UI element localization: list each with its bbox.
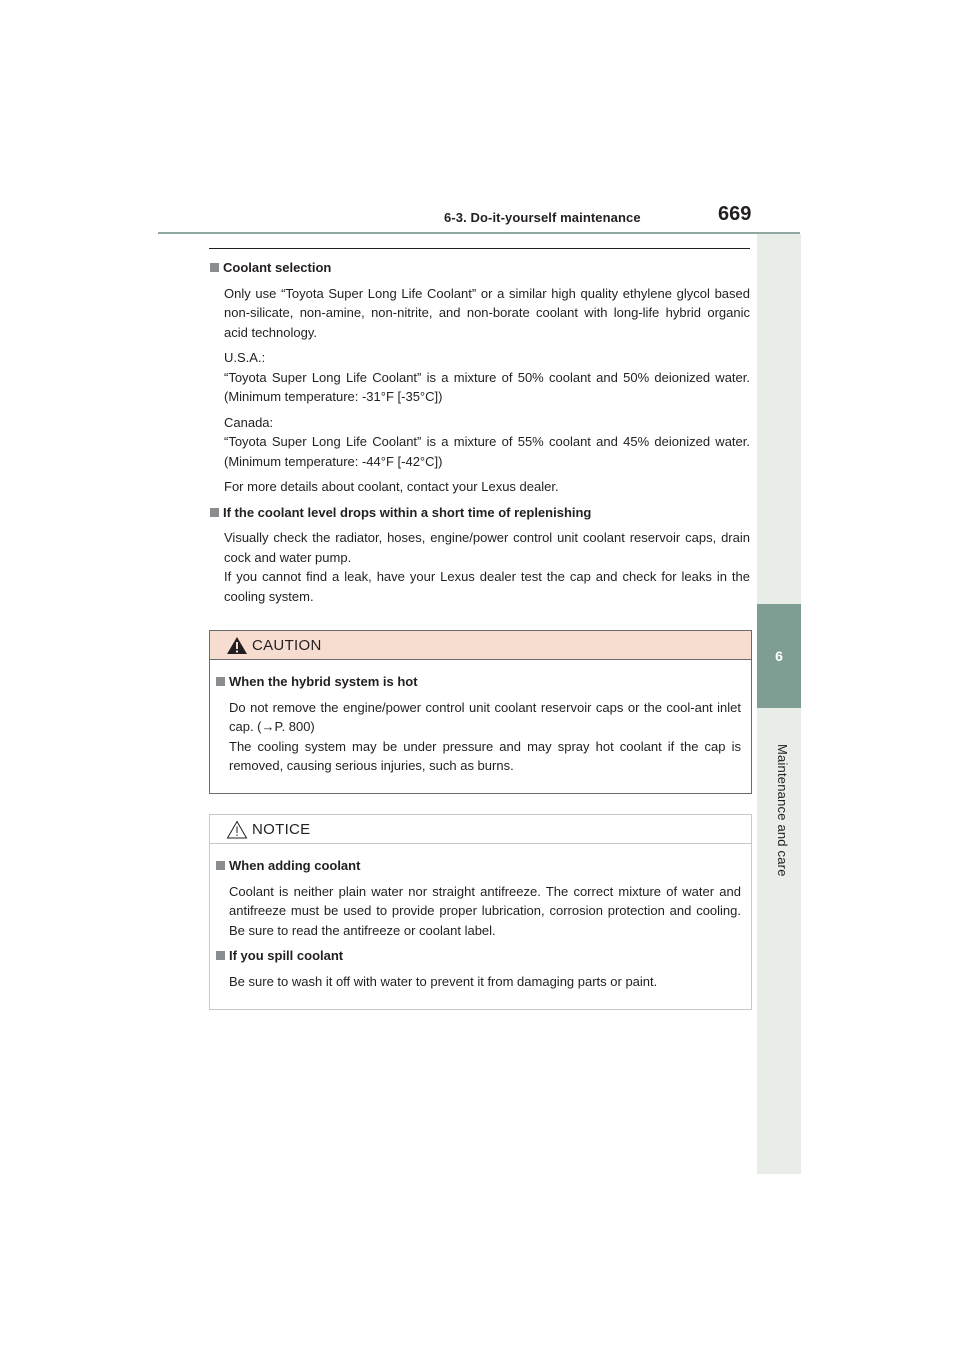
square-bullet-icon xyxy=(210,508,219,517)
caution-text-1: Do not remove the engine/power control unit coolant reservoir caps or the cool-ant inlet cap. (→P. 800) xyxy=(229,699,741,734)
level-drops-text-2: If you cannot find a leak, have your Lexus dealer test the cap and check for leaks in the cooling system. xyxy=(224,569,750,604)
section-title: 6-3. Do-it-yourself maintenance xyxy=(444,210,641,225)
warning-triangle-icon xyxy=(226,636,248,655)
notice-box xyxy=(209,814,752,1010)
notice-body xyxy=(210,844,751,991)
coolant-selection-body xyxy=(224,284,750,497)
caution-text-2: The cooling system may be under pressure and may spray hot coolant if the cap is removed, causing serious injuries, such as burns. xyxy=(229,738,741,773)
coolant-selection-heading: Coolant selection xyxy=(210,258,750,278)
page-number: 669 xyxy=(718,203,752,225)
notice-header xyxy=(210,815,751,844)
level-drops-body xyxy=(224,528,750,606)
warning-outline-icon xyxy=(226,820,248,839)
square-bullet-icon xyxy=(210,263,219,272)
content-rule xyxy=(209,248,750,249)
caution-box xyxy=(209,630,752,794)
chapter-number: 6 xyxy=(757,604,801,708)
caution-heading: When the hybrid system is hot xyxy=(216,672,741,692)
usa-text: “Toyota Super Long Life Coolant” is a mixture of 50% coolant and 50% deionized water. (Minimum temperature: -31°F [-35°C]) xyxy=(224,369,750,404)
usa-label: U.S.A.: xyxy=(224,350,266,365)
caution-title: CAUTION xyxy=(252,637,322,654)
caution-body xyxy=(210,660,751,776)
canada-text: “Toyota Super Long Life Coolant” is a mixture of 55% coolant and 45% deionized water. (Minimum temperature: -44°F [-42°C]) xyxy=(224,434,750,469)
level-drops-text-1: Visually check the radiator, hoses, engine/power control unit coolant reservoir caps, drain cock and water pump. xyxy=(224,530,750,565)
square-bullet-icon xyxy=(216,677,225,686)
square-bullet-icon xyxy=(216,861,225,870)
spill-coolant-heading: If you spill coolant xyxy=(216,946,741,966)
level-drops-heading: If the coolant level drops within a short time of replenishing xyxy=(210,503,750,523)
canada-label: Canada: xyxy=(224,414,274,430)
main-content xyxy=(210,258,750,612)
notice-title: NOTICE xyxy=(252,821,311,838)
dealer-text: For more details about coolant, contact your Lexus dealer. xyxy=(224,479,559,494)
spill-coolant-text: Be sure to wash it off with water to prevent it from damaging parts or paint. xyxy=(229,973,658,989)
chapter-label: Maintenance and care xyxy=(775,744,790,877)
caution-header xyxy=(210,631,751,660)
coolant-selection-text: Only use “Toyota Super Long Life Coolant” or a similar high quality ethylene glycol based non-silicate, non-amine, non-nitrite, and non-borate coolant with long-life hybrid organic acid technology. xyxy=(224,285,750,340)
adding-coolant-text: Coolant is neither plain water nor straight antifreeze. The correct mixture of water and antifreeze must be used to provide proper lubrication, corrosion protection and cooling. Be sure to read the antifreeze or coolant label. xyxy=(229,883,741,938)
header-rule xyxy=(158,232,800,234)
adding-coolant-heading: When adding coolant xyxy=(216,856,741,876)
square-bullet-icon xyxy=(216,951,225,960)
